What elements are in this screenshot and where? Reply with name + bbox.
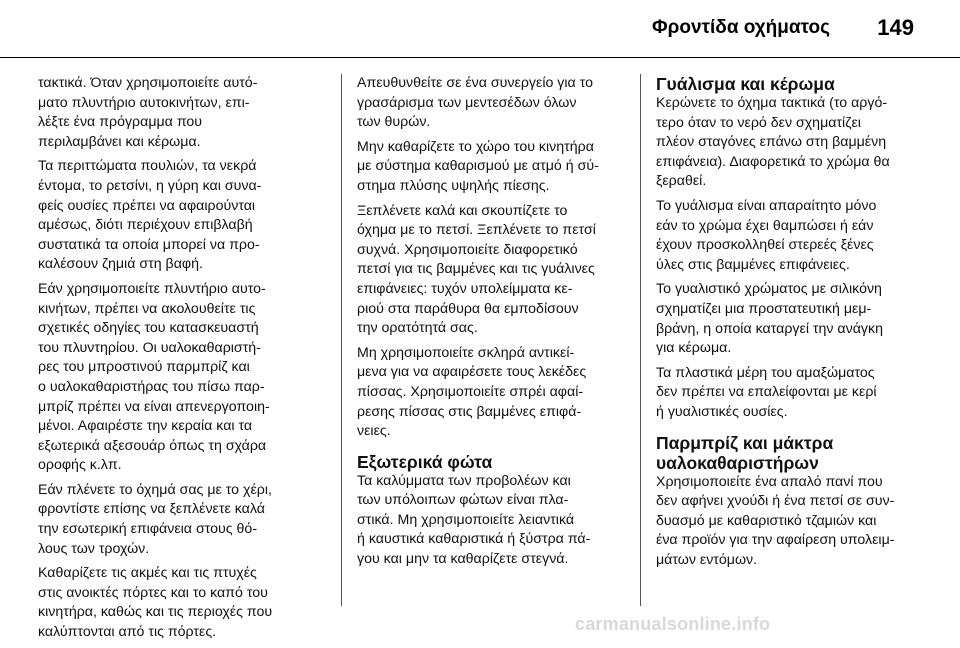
header-divider [0,57,960,58]
paragraph: Μη χρησιμοποιείτε σκληρά αντικεί- μενα για να αφαιρέσετε τους λεκέδες πίσσας. Χρησιμοποιείτε σπρέι αφαί- ρεσης πίσσας στις βαμμένες επιφά- νειες. [357,344,587,440]
column-1 [38,74,320,648]
paragraph: Τα περιττώματα πουλιών, τα νεκρά έντομα, το ρετσίνι, η γύρη και συνα- φείς ουσίες πρέπει να αφαιρούνται αμέσως, διότι περιέχουν επιβλαβή συστατικά τα οποία μπορεί να προ- καλέσουν ζημιά στη βαφή. [38,158,262,273]
column-divider [341,74,342,606]
paragraph: Εάν πλένετε το όχημά σας με το χέρι, φροντίστε επίσης να ξεπλένετε καλά την εσωτερική επιφάνεια στους θό- λους των τροχών. [38,481,272,557]
paragraph: Εάν χρησιμοποιείτε πλυντήριο αυτο- κινήτων, πρέπει να ακολουθείτε τις σχετικές οδηγίες του κατασκευαστή του πλυντηρίου. Οι υαλοκαθαριστή- ρες του μπροστινού παρμπρίζ και ο υαλοκαθαριστήρας του πίσω παρ- μπρίζ πρέπει να είναι απενεργοποιη- μένοι. Αφαιρέστε την κεραία και τα εξωτερικά αξεσουάρ όπως τη σχάρα οροφής κ.λπ. [38,280,270,474]
page-number: 149 [877,15,914,40]
section-heading-polishing-waxing: Γυάλισμα και κέρωμα [656,74,835,94]
page-header [0,0,960,58]
paragraph: Μην καθαρίζετε το χώρο του κινητήρα με σύστημα καθαρισμού με ατμό ή σύ- στημα πλύσης υψηλής πίεσης. [357,138,599,194]
paragraph: Ξεπλένετε καλά και σκουπίζετε το όχημα με το πετσί. Ξεπλένετε το πετσί συχνά. Χρησιμοποιείτε διαφορετικό πετσί για τις βαμμένες και τις γυάλινες επιφάνειες: τυχόν υπολείμματα κε- ριού στα παράθυρα θα εμποδίσουν την ορατότητά σας. [357,202,596,337]
watermark: carmanualsonline.info [575,614,771,634]
paragraph: Κερώνετε το όχημα τακτικά (το αργό- τερο όταν το νερό δεν σχηματίζει πλέον σταγόνες επάνω στη βαμμένη επιφάνεια). Διαφορετικά το χρώμα θα ξεραθεί. [656,95,890,190]
paragraph: Το γυάλισμα είναι απαραίτητο μόνο εάν το χρώμα έχει θαμπώσει ή εάν έχουν προσκολληθεί στερεές ξένες ύλες στις βαμμένες επιφάνειες. [656,197,877,273]
paragraph: Τα καλύμματα των προβολέων και των υπόλοιπων φώτων είναι πλα- στικά. Μη χρησιμοποιείτε λειαντικά ή καυστικά καθαριστικά ή ξύστρα πά- γου και μην τα καθαρίζετε στεγνά. [357,472,591,568]
paragraph: Το γυαλιστικό χρώματος με σιλικόνη σχηματίζει μια προστατευτική μεμ- βράνη, η οποία καταργεί την ανάγκη για κέρωμα. [656,281,884,357]
header-title: Φροντίδα οχήματος [652,17,830,38]
column-divider [640,74,641,606]
paragraph: Τα πλαστικά μέρη του αμαξώματος δεν πρέπει να επαλείφονται με κερί ή γυαλιστικές ουσίες. [656,364,877,420]
section-heading-windscreen-wipers: Παρμπρίζ και μάκτρα υαλοκαθαριστήρων [656,432,834,473]
column-3 [656,74,932,575]
paragraph: Απευθυνθείτε σε ένα συνεργείο για το γρασάρισμα των μεντεσέδων όλων των θυρών. [357,75,593,131]
paragraph: τακτικά. Όταν χρησιμοποιείτε αυτό- ματο πλυντήριο αυτοκινήτων, επι- λέξτε ένα πρόγραμμα που περιλαμβάνει και κέρωμα. [38,75,258,150]
paragraph: Καθαρίζετε τις ακμές και τις πτυχές στις ανοικτές πόρτες και το καπό του κινητήρα, καθώς και τις περιοχές που καλύπτονται από τις πόρτες. [38,565,273,641]
paragraph: Χρησιμοποιείτε ένα απαλό πανί που δεν αφήνει χνούδι ή ένα πετσί σε συν- δυασμό με καθαριστικό τζαμιών και ένα προϊόν για την αφαίρεση υπολειμ- μάτων εντόμων. [656,473,895,568]
column-2 [357,74,632,575]
section-heading-exterior-lights: Εξωτερικά φώτα [357,451,493,472]
